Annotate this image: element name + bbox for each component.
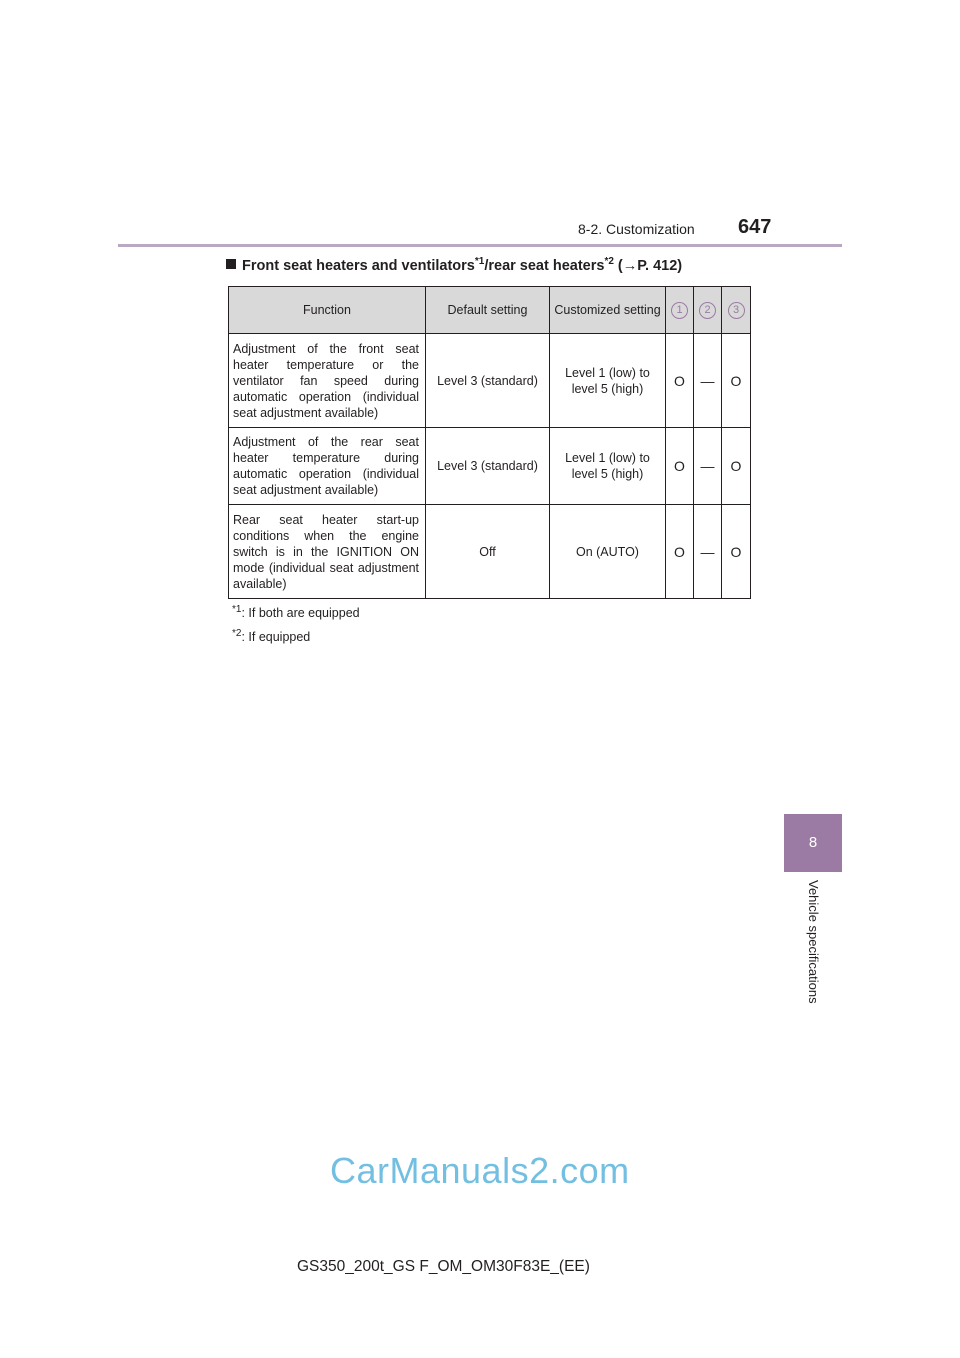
table-row	[229, 334, 751, 428]
cell-method-3: O	[722, 334, 751, 428]
cell-method-2: —	[694, 428, 722, 505]
cell-default: Level 3 (standard)	[426, 428, 550, 505]
cell-function: Adjustment of the front seat heater temperature or the ventilator fan speed during automatic operation (individual seat adjustment available)	[229, 334, 426, 428]
cell-method-1: O	[666, 334, 694, 428]
cell-default: Level 3 (standard)	[426, 334, 550, 428]
footnote-text: : If equipped	[241, 630, 311, 645]
cell-method-2: —	[694, 505, 722, 599]
page-reference-link[interactable]: (→P. 412)	[613, 257, 683, 274]
footer-watermark: carmanualsonline.info	[836, 1342, 944, 1354]
cell-method-1: O	[666, 505, 694, 599]
footnote-text: : If both are equipped	[241, 606, 360, 621]
cell-method-2: —	[694, 334, 722, 428]
table-header-row	[229, 287, 751, 334]
cell-method-3: O	[722, 428, 751, 505]
table-row	[229, 505, 751, 599]
cell-customized: Level 1 (low) to level 5 (high)	[550, 428, 666, 505]
footnote-mark: *2	[232, 628, 242, 639]
header-method-2	[694, 287, 722, 334]
header-function: Function	[229, 287, 426, 334]
cell-default: Off	[426, 505, 550, 599]
title-footnote-mark-2: *2	[604, 256, 614, 267]
page-number: 647	[738, 216, 772, 238]
chapter-label: Vehicle specifications	[806, 880, 821, 1004]
section-header: 8-2. Customization	[578, 221, 695, 237]
circled-number-3-icon: 3	[728, 302, 745, 319]
footnote-1	[232, 604, 360, 620]
document-code: GS350_200t_GS F_OM_OM30F83E_(EE)	[297, 1258, 590, 1275]
cell-customized: Level 1 (low) to level 5 (high)	[550, 334, 666, 428]
circled-number-2-icon: 2	[699, 302, 716, 319]
header-default: Default setting	[426, 287, 550, 334]
header-divider	[118, 244, 842, 247]
title-part2: /rear seat heaters	[484, 257, 605, 274]
cell-function: Rear seat heater start-up conditions when the engine switch is in the IGNITION ON mode (individual seat adjustment available)	[229, 505, 426, 599]
watermark-logo: CarManuals2.com	[330, 1150, 630, 1191]
square-bullet-icon	[226, 259, 236, 269]
section-title	[226, 256, 682, 274]
title-footnote-mark-1: *1	[474, 256, 485, 267]
table-row	[229, 428, 751, 505]
circled-number-1-icon: 1	[671, 302, 688, 319]
chapter-tab: 8	[784, 814, 842, 872]
footnote-mark: *1	[232, 604, 242, 615]
header-method-1	[666, 287, 694, 334]
cell-method-1: O	[666, 428, 694, 505]
cell-customized: On (AUTO)	[550, 505, 666, 599]
footnote-2	[232, 628, 310, 644]
header-method-3	[722, 287, 751, 334]
customization-table	[228, 286, 751, 599]
cell-function: Adjustment of the rear seat heater temperature during automatic operation (individual seat adjustment available)	[229, 428, 426, 505]
header-customized: Customized setting	[550, 287, 666, 334]
cell-method-3: O	[722, 505, 751, 599]
title-part1: Front seat heaters and ventilators	[242, 257, 475, 274]
